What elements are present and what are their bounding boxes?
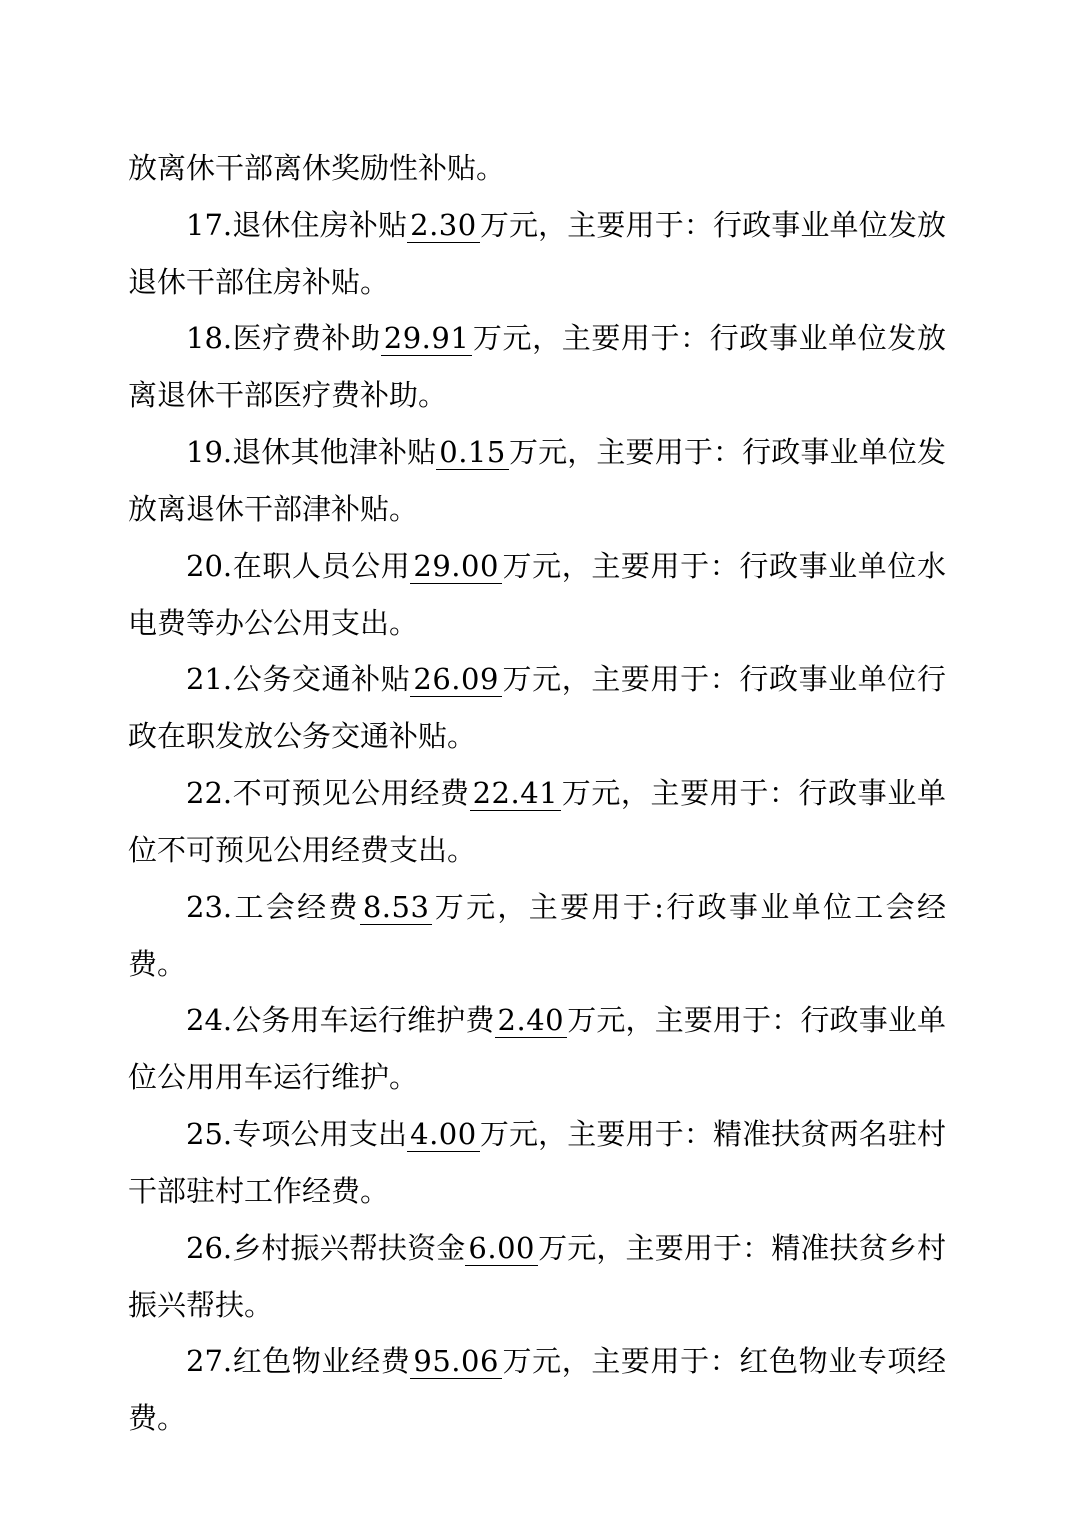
paragraph-text: 万元，主要用于：行政事业单位公用用车运行维护。 (128, 1003, 946, 1095)
paragraph-item-20 (128, 538, 946, 652)
paragraph-item-25 (128, 1106, 946, 1220)
amount-value: 22.41 (470, 776, 562, 811)
paragraph-text: 21.公务交通补贴 (186, 662, 411, 697)
paragraph-text: 23.工会经费 (186, 889, 360, 924)
paragraph-item-21 (128, 651, 946, 765)
paragraph-text: 万元，主要用于：精准扶贫两名驻村干部驻村工作经费。 (128, 1117, 946, 1208)
amount-value: 95.06 (410, 1344, 502, 1379)
paragraph-text: 17.退休住房补贴 (186, 207, 408, 242)
paragraph-text: 万元，主要用于：行政事业单位发放退休干部住房补贴。 (128, 207, 946, 299)
paragraph-text: 万元，主要用于:行政事业单位工会经费。 (128, 889, 946, 981)
paragraph-item-26 (128, 1220, 946, 1334)
paragraph-continuation (128, 140, 946, 197)
paragraph-text: 24.公务用车运行维护费 (186, 1003, 495, 1038)
paragraph-item-24 (128, 992, 946, 1106)
amount-value: 8.53 (360, 890, 433, 925)
paragraph-text: 万元，主要用于：行政事业单位发放离退休干部医疗费补助。 (128, 321, 946, 413)
paragraph-text: 19.退休其他津补贴 (186, 435, 437, 470)
paragraph-item-22 (128, 765, 946, 879)
amount-value: 0.15 (436, 435, 509, 470)
document-body (128, 140, 946, 1447)
paragraph-text: 万元，主要用于：红色物业专项经费。 (128, 1344, 946, 1436)
paragraph-text: 万元，主要用于：精准扶贫乡村振兴帮扶。 (128, 1230, 946, 1322)
paragraph-text: 26.乡村振兴帮扶资金 (186, 1230, 466, 1265)
amount-value: 4.00 (407, 1117, 480, 1152)
paragraph-item-18 (128, 310, 946, 424)
amount-value: 2.30 (407, 208, 480, 243)
paragraph-text: 27.红色物业经费 (186, 1344, 411, 1379)
paragraph-text: 万元，主要用于：行政事业单位水电费等办公公用支出。 (128, 548, 946, 640)
paragraph-text: 22.不可预见公用经费 (186, 776, 470, 811)
amount-value: 29.00 (410, 549, 502, 584)
paragraph-text: 万元，主要用于：行政事业单位发放离退休干部津补贴。 (128, 435, 946, 526)
paragraph-item-19 (128, 424, 946, 538)
paragraph-text: 20.在职人员公用 (186, 548, 411, 583)
paragraph-text: 18.医疗费补助 (186, 321, 381, 356)
paragraph-text: 万元，主要用于：行政事业单位行政在职发放公务交通补贴。 (128, 662, 946, 754)
amount-value: 29.91 (381, 321, 473, 356)
paragraph-text: 万元，主要用于：行政事业单位不可预见公用经费支出。 (128, 776, 946, 867)
amount-value: 2.40 (495, 1003, 568, 1038)
paragraph-item-17 (128, 197, 946, 311)
paragraph-text: 25.专项公用支出 (186, 1117, 408, 1152)
paragraph-item-27 (128, 1333, 946, 1447)
paragraph-text: 放离休干部离休奖励性补贴。 (128, 151, 506, 185)
amount-value: 6.00 (465, 1231, 538, 1266)
amount-value: 26.09 (410, 662, 502, 697)
paragraph-item-23 (128, 879, 946, 993)
